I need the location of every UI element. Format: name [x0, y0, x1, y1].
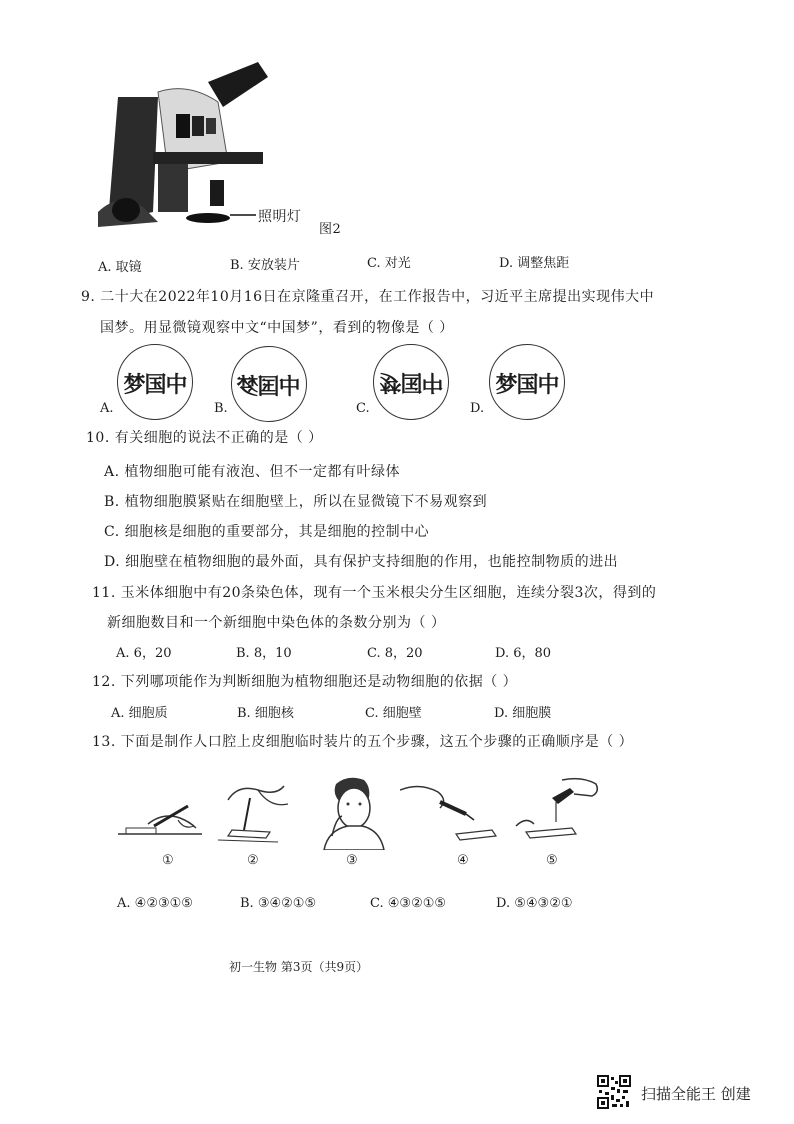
q11-option-a[interactable]: A. 6，20: [116, 646, 172, 661]
step-2-label: ②: [247, 853, 259, 868]
q13-option-c[interactable]: C. ④③②①⑤: [370, 896, 447, 911]
q10-option-c[interactable]: C. 细胞核是细胞的重要部分，其是细胞的控制中心: [104, 524, 430, 540]
qr-code-icon: [597, 1075, 631, 1109]
step-2-illustration: [218, 780, 298, 846]
q8-option-c[interactable]: C. 对光: [367, 256, 411, 271]
q13-option-b[interactable]: B. ③④②①⑤: [240, 896, 317, 911]
figure-label: 图2: [319, 222, 342, 237]
q9-stem-line2: 国梦。用显微镜观察中文“中国梦”，看到的物像是（ ）: [100, 320, 454, 336]
q10-option-d[interactable]: D. 细胞壁在植物细胞的最外面，具有保护支持细胞的作用，也能控制物质的进出: [104, 554, 619, 570]
q10-option-a[interactable]: A. 植物细胞可能有液泡、但不一定都有叶绿体: [104, 464, 401, 480]
q9-option-b-letter: B.: [214, 401, 228, 416]
step-5-illustration: [512, 776, 602, 842]
step-5-label: ⑤: [546, 853, 558, 868]
q9-image-c[interactable]: 梦国中: [373, 344, 449, 420]
q8-option-a[interactable]: A. 取镜: [98, 260, 142, 275]
q8-option-d[interactable]: D. 调整焦距: [499, 256, 570, 271]
q12-stem: 12. 下列哪项能作为判断细胞为植物细胞还是动物细胞的依据（ ）: [92, 674, 518, 690]
q12-option-a[interactable]: A. 细胞质: [111, 706, 168, 721]
q11-stem-line1: 11. 玉米体细胞中有20条染色体，现有一个玉米根尖分生区细胞，连续分裂3次，得到的: [92, 585, 657, 601]
step-1-illustration: [118, 800, 202, 842]
q8-option-b[interactable]: B. 安放装片: [230, 258, 300, 273]
q9-image-d[interactable]: 梦国中: [489, 344, 565, 420]
q9-option-a-letter: A.: [100, 401, 114, 416]
scanner-watermark-text: 扫描全能王 创建: [641, 1085, 751, 1103]
q9-option-d-letter: D.: [470, 401, 485, 416]
step-3-illustration: [318, 774, 388, 850]
illuminator-label: 照明灯: [258, 209, 302, 225]
page-footer: 初一生物 第3页（共9页）: [229, 960, 369, 974]
q11-option-c[interactable]: C. 8，20: [367, 646, 423, 661]
step-1-label: ①: [162, 853, 174, 868]
q9-stem-line1: 9. 二十大在2022年10月16日在京隆重召开，在工作报告中，习近平主席提出实现伟大中: [81, 289, 655, 305]
step-4-label: ④: [457, 853, 469, 868]
q12-option-c[interactable]: C. 细胞壁: [365, 706, 422, 721]
q11-stem-line2: 新细胞数目和一个新细胞中染色体的条数分别为（ ）: [107, 615, 446, 631]
q9-image-b[interactable]: 中国梦: [231, 346, 307, 422]
q9-image-a[interactable]: 梦国中: [117, 344, 193, 420]
q9-option-c-letter: C.: [356, 401, 370, 416]
q13-stem: 13. 下面是制作人口腔上皮细胞临时装片的五个步骤，这五个步骤的正确顺序是（ ）: [92, 734, 634, 750]
q12-option-b[interactable]: B. 细胞核: [237, 706, 294, 721]
q11-option-d[interactable]: D. 6，80: [495, 646, 552, 661]
q13-option-a[interactable]: A. ④②③①⑤: [117, 896, 193, 911]
step-4-illustration: [400, 778, 500, 842]
q12-option-d[interactable]: D. 细胞膜: [494, 706, 552, 721]
q13-option-d[interactable]: D. ⑤④③②①: [496, 896, 573, 911]
q10-option-b[interactable]: B. 植物细胞膜紧贴在细胞壁上，所以在显微镜下不易观察到: [104, 494, 488, 510]
q11-option-b[interactable]: B. 8，10: [236, 646, 292, 661]
q10-stem: 10. 有关细胞的说法不正确的是（ ）: [86, 430, 323, 446]
step-3-label: ③: [346, 853, 358, 868]
